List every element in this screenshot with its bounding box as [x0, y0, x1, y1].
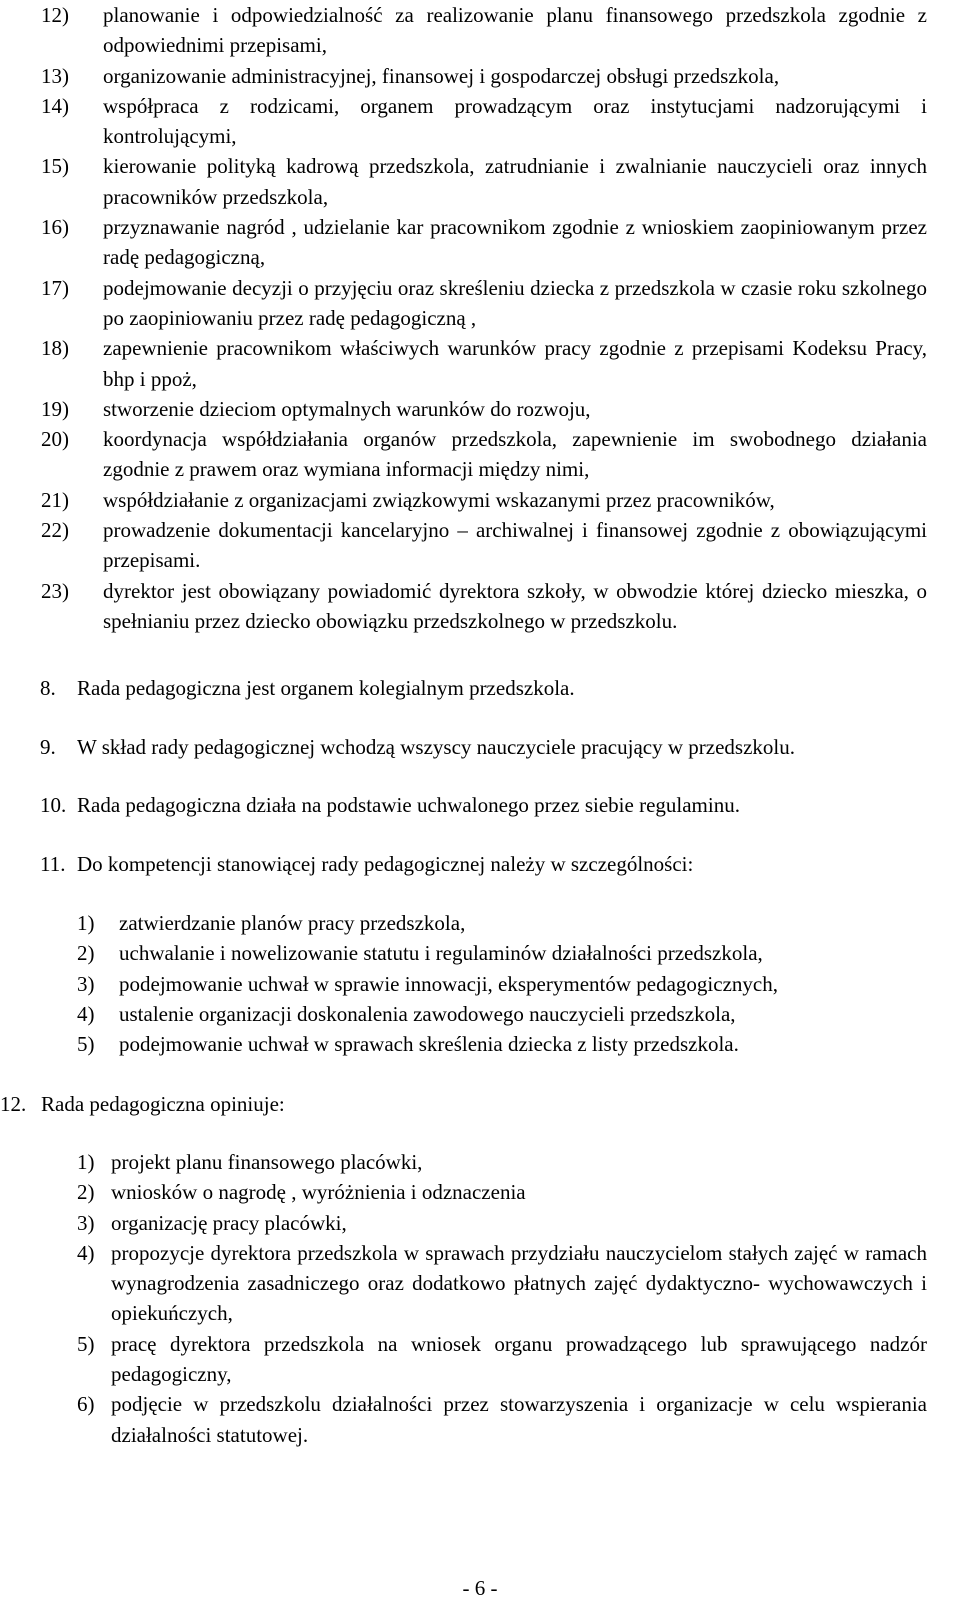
paragraph-number: 11. [40, 852, 66, 876]
list-item [0, 999, 960, 1029]
list-item-number: 17) [41, 275, 69, 300]
list-item-text: propozycje dyrektora przedszkola w sprawach przydziału nauczycielom stałych zajęć w ramach wynagrodzenia zasadniczego oraz dodatkowo płatnych zajęć dydaktyczno- wychowawczych i opiekuńczych, [111, 1240, 927, 1326]
list-item-number: 6) [77, 1392, 95, 1417]
list-item-number: 23) [41, 578, 69, 603]
list-item [0, 908, 960, 938]
list-item-number: 2) [77, 1180, 95, 1205]
list-item [0, 212, 960, 273]
paragraph-text: W skład rady pedagogicznej wchodzą wszyscy nauczyciele pracujący w przedszkolu. [77, 735, 795, 759]
list-item-text: zapewnienie pracownikom właściwych warunków pracy zgodnie z przepisami Kodeksu Pracy, bhp i ppoż, [103, 336, 927, 391]
list-item [0, 485, 960, 515]
list-item-number: 20) [41, 427, 69, 452]
list-item-text: stworzenie dzieciom optymalnych warunków do rozwoju, [103, 396, 591, 421]
list-item-text: pracę dyrektora przedszkola na wniosek organu prowadzącego lub sprawującego nadzór pedagogiczny, [111, 1331, 927, 1387]
paragraph-text: Rada pedagogiczna jest organem kolegialnym przedszkola. [77, 676, 575, 700]
list-item-number: 14) [41, 93, 69, 118]
list-item [0, 515, 960, 576]
list-item [0, 424, 960, 485]
list-item-number: 15) [41, 154, 69, 179]
list-item-text: organizację pracy placówki, [111, 1210, 347, 1235]
list-item [0, 576, 960, 637]
list-item-number: 16) [41, 215, 69, 240]
list-item-number: 4) [77, 1240, 95, 1265]
list-item-text: koordynacja współdziałania organów przedszkola, zapewnienie im swobodnego działania zgodnie z prawem oraz wymiana informacji między nimi, [103, 427, 927, 482]
list-item [0, 61, 960, 91]
opinions-list [0, 1147, 960, 1450]
competencies-list [0, 908, 960, 1059]
list-item-number: 5) [77, 1331, 95, 1356]
list-item-text: podejmowanie decyzji o przyjęciu oraz skreśleniu dziecka z przedszkola w czasie roku szkolnego po zaopiniowaniu przez radę pedagogiczną , [103, 275, 927, 330]
list-item-number: 4) [77, 1001, 95, 1026]
list-item-text: wniosków o nagrodę , wyróżnienia i odznaczenia [111, 1180, 526, 1205]
list-item-text: kierowanie polityką kadrową przedszkola, zatrudnianie i zwalnianie nauczycieli oraz innych pracowników przedszkola, [103, 154, 927, 209]
list-item [0, 969, 960, 999]
list-item-text: podjęcie w przedszkolu działalności przez stowarzyszenia i organizacje w celu wspierania działalności statutowej. [111, 1392, 927, 1447]
list-item [0, 273, 960, 334]
list-item-number: 12) [41, 3, 69, 27]
list-item-number: 3) [77, 971, 95, 996]
list-item [0, 151, 960, 212]
list-item-text: podejmowanie uchwał w sprawie innowacji, eksperymentów pedagogicznych, [119, 971, 778, 996]
list-item-number: 22) [41, 518, 69, 543]
paragraph-number: 9. [40, 735, 56, 759]
list-item [0, 1389, 960, 1450]
list-item-number: 2) [77, 941, 95, 966]
paragraph-number: 8. [40, 676, 56, 700]
list-item-number: 18) [41, 336, 69, 361]
list-item [0, 1329, 960, 1390]
director-duties-list [0, 0, 960, 636]
list-item-text: ustalenie organizacji doskonalenia zawodowego nauczycieli przedszkola, [119, 1001, 736, 1026]
list-item [0, 1147, 960, 1177]
list-item [0, 1238, 960, 1329]
list-item-text: współpraca z rodzicami, organem prowadzącym oraz instytucjami nadzorującymi i kontrolującymi, [103, 93, 927, 149]
list-item-text: przyznawanie nagród , udzielanie kar pracownikom zgodnie z wnioskiem zaopiniowanym przez radę pedagogiczną, [103, 215, 927, 270]
list-item-text: dyrektor jest obowiązany powiadomić dyrektora szkoły, w obwodzie której dziecko mieszka, o spełnianiu przez dziecko obowiązku przedszkolnego w przedszkolu. [103, 578, 927, 633]
paragraph-text: Do kompetencji stanowiącej rady pedagogicznej należy w szczególności: [77, 852, 694, 876]
list-item-text: zatwierdzanie planów pracy przedszkola, [119, 911, 466, 935]
list-item-number: 19) [41, 396, 69, 421]
list-item [0, 1208, 960, 1238]
page-number: - 6 - [462, 1576, 498, 1600]
list-item [0, 394, 960, 424]
list-item-number: 1) [77, 911, 95, 935]
list-item-number: 13) [41, 63, 69, 88]
list-item [0, 1029, 960, 1059]
list-item-text: podejmowanie uchwał w sprawach skreślenia dziecka z listy przedszkola. [119, 1032, 739, 1057]
list-item-number: 3) [77, 1210, 95, 1235]
list-item-text: współdziałanie z organizacjami związkowymi wskazanymi przez pracowników, [103, 487, 775, 512]
list-item [0, 0, 960, 61]
list-item-text: projekt planu finansowego placówki, [111, 1150, 423, 1174]
paragraph-text: Rada pedagogiczna działa na podstawie uchwalonego przez siebie regulaminu. [77, 793, 740, 817]
list-item [0, 333, 960, 394]
list-item-number: 21) [41, 487, 69, 512]
list-item-number: 1) [77, 1150, 95, 1174]
list-item-text: uchwalanie i nowelizowanie statutu i regulaminów działalności przedszkola, [119, 941, 763, 966]
list-item [0, 938, 960, 968]
list-item [0, 1177, 960, 1207]
list-item-text: organizowanie administracyjnej, finansowej i gospodarczej obsługi przedszkola, [103, 63, 780, 88]
paragraph-text: Rada pedagogiczna opiniuje: [41, 1092, 285, 1116]
list-item-number: 5) [77, 1032, 95, 1057]
paragraph-number: 10. [40, 793, 67, 817]
list-item [0, 91, 960, 152]
list-item-text: planowanie i odpowiedzialność za realizowanie planu finansowego przedszkola zgodnie z odpowiednimi przepisami, [103, 3, 927, 58]
paragraph-number: 12. [0, 1092, 27, 1116]
list-item-text: prowadzenie dokumentacji kancelaryjno – archiwalnej i finansowej zgodnie z obowiązującymi przepisami. [103, 518, 927, 573]
